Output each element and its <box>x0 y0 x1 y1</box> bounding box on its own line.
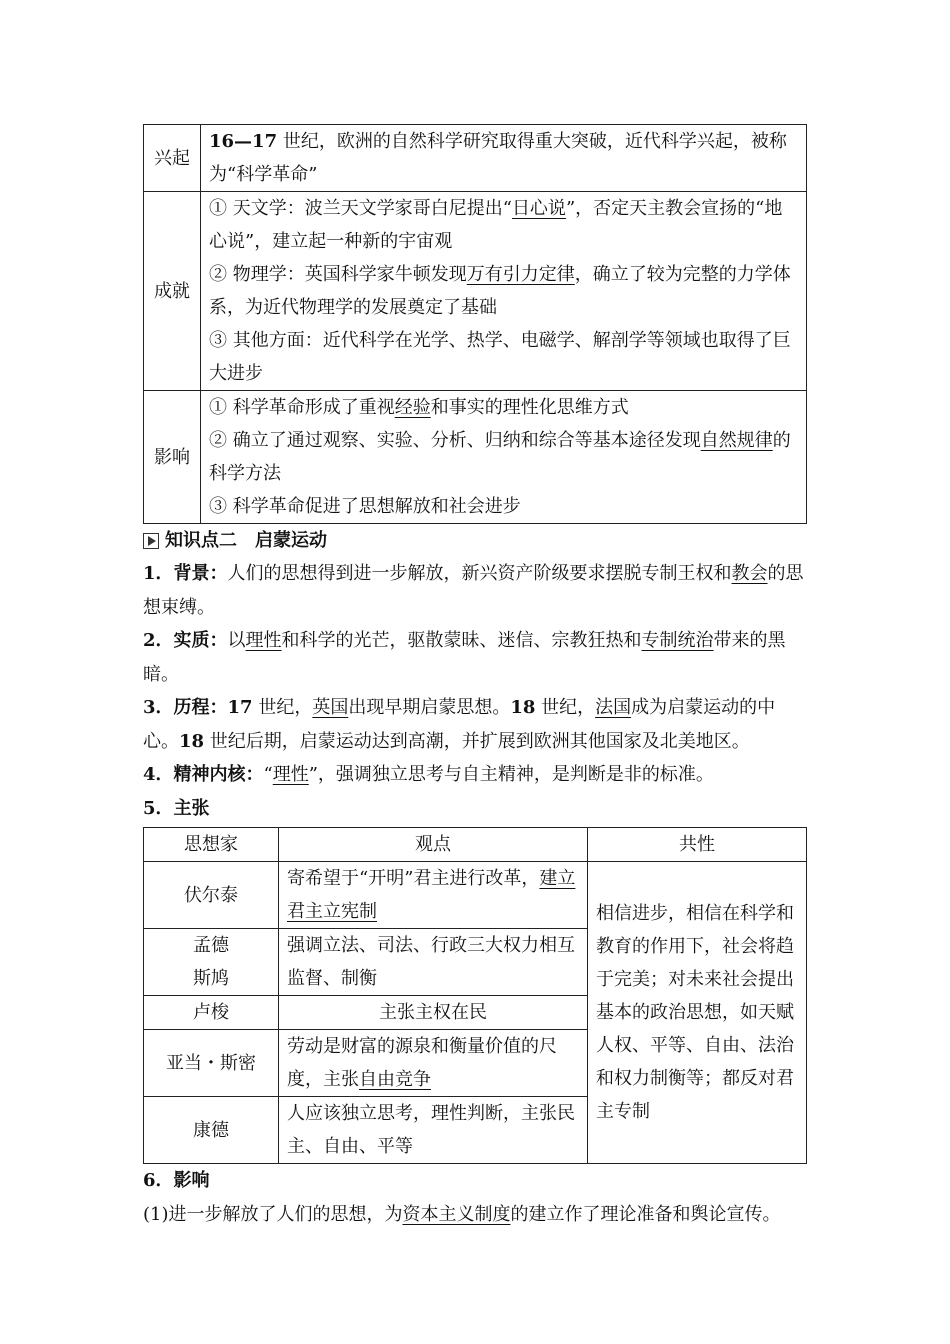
thinker-rousseau: 卢梭 <box>144 996 279 1030</box>
achievement-physics: ② 物理学：英国科学家牛顿发现万有引力定律，确立了较为完整的力学体系，为近代物理学的发展奠定了基础 <box>209 264 791 318</box>
impact-item-2: ② 确立了通过观察、实验、分析、归纳和综合等基本途径发现自然规律的科学方法 <box>209 430 791 484</box>
document-page <box>143 124 807 1231</box>
thinker-montesquieu: 孟德 斯鸠 <box>144 929 279 996</box>
view-rousseau: 主张主权在民 <box>279 996 588 1030</box>
achievement-astronomy: ① 天文学：波兰天文学家哥白尼提出“日心说”，否定天主教会宣扬的“地心说”，建立起一种新的宇宙观 <box>209 198 783 252</box>
section-heading: 知识点二 启蒙运动 <box>143 524 807 557</box>
thinker-adam-smith: 亚当・斯密 <box>144 1030 279 1097</box>
impact-heading: 6．影响 <box>143 1170 210 1191</box>
view-adam-smith: 劳动是财富的源泉和衡量价值的尺度，主张自由竞争 <box>279 1030 588 1097</box>
thinkers-table <box>143 827 807 1164</box>
play-triangle-icon <box>143 533 159 549</box>
achievement-others: ③ 其他方面：近代科学在光学、热学、电磁学、解剖学等领域也取得了巨大进步 <box>209 330 791 384</box>
common-traits: 相信进步，相信在科学和教育的作用下，社会将趋于完美；对未来社会提出基本的政治思想，如天赋人权、平等、自由、法治和权力制衡等；都反对君主专制 <box>588 862 807 1164</box>
science-revolution-table <box>143 124 807 524</box>
impact-content <box>201 391 807 524</box>
view-kant: 人应该独立思考，理性判断，主张民主、自由、平等 <box>279 1097 588 1164</box>
rise-content: 16—17 世纪，欧洲的自然科学研究取得重大突破，近代科学兴起，被称为“科学革命” <box>201 125 807 192</box>
impact-item-1: ① 科学革命形成了重视经验和事实的理性化思维方式 <box>209 397 629 418</box>
impact-label: 影响 <box>144 391 201 524</box>
header-thinker: 思想家 <box>144 828 279 862</box>
impact-paragraph-1: (1)进一步解放了人们的思想，为资本主义制度的建立作了理论准备和舆论宣传。 <box>143 1203 781 1225</box>
header-common: 共性 <box>588 828 807 862</box>
view-montesquieu: 强调立法、司法、行政三大权力相互监督、制衡 <box>279 929 588 996</box>
history-paragraph: 3．历程：17 世纪，英国出现早期启蒙思想。18 世纪，法国成为启蒙运动的中心。18 世纪后期，启蒙运动达到高潮，并扩展到欧洲其他国家及北美地区。 <box>143 697 776 752</box>
core-paragraph: 4．精神内核：“理性”，强调独立思考与自主精神，是判断是非的标准。 <box>143 764 714 785</box>
claims-heading: 5．主张 <box>143 797 210 819</box>
achievement-label: 成就 <box>144 192 201 391</box>
rise-label: 兴起 <box>144 125 201 192</box>
view-voltaire: 寄希望于“开明”君主进行改革，建立君主立宪制 <box>279 862 588 929</box>
background-paragraph: 1．背景：人们的思想得到进一步解放，新兴资产阶级要求摆脱专制王权和教会的思想束缚。 <box>143 563 804 618</box>
header-view: 观点 <box>279 828 588 862</box>
thinker-voltaire: 伏尔泰 <box>144 862 279 929</box>
thinker-kant: 康德 <box>144 1097 279 1164</box>
achievement-content <box>201 192 807 391</box>
impact-item-3: ③ 科学革命促进了思想解放和社会进步 <box>209 496 521 517</box>
essence-paragraph: 2．实质：以理性和科学的光芒，驱散蒙昧、迷信、宗教狂热和专制统治带来的黑暗。 <box>143 630 786 685</box>
